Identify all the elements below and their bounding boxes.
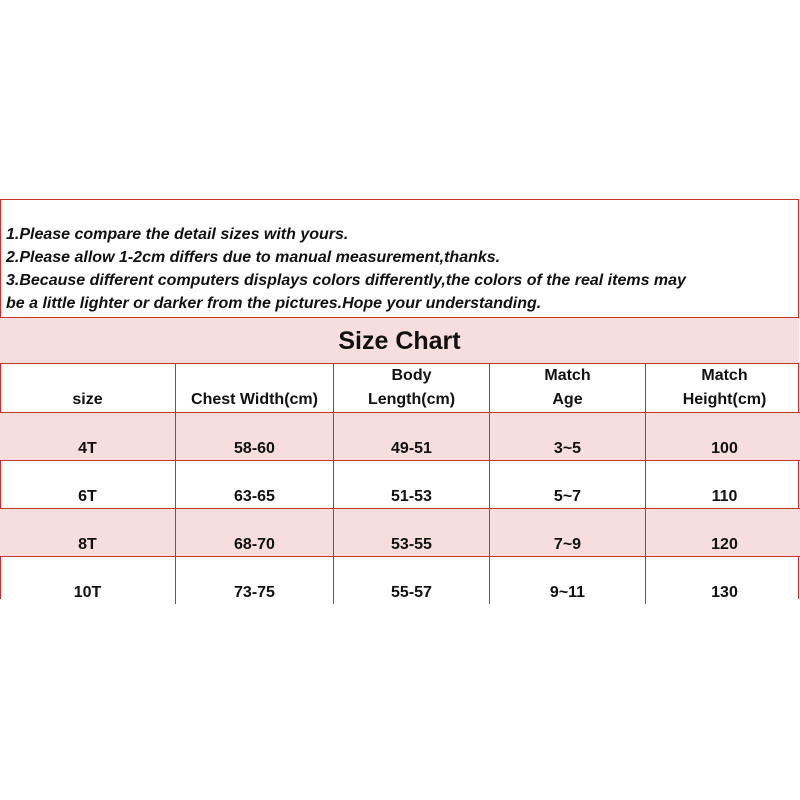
header-chest-width-text: Chest Width(cm) — [191, 391, 318, 408]
cell-chest-width: 58-60 — [176, 413, 334, 461]
cell-body-length: 53-55 — [334, 509, 490, 557]
header-body-length-line-2: Length(cm) — [367, 391, 456, 408]
cell-match-age: 9~11 — [490, 557, 646, 605]
header-size — [0, 364, 176, 413]
cell-chest-width: 73-75 — [176, 557, 334, 605]
size-chart-table — [0, 364, 800, 604]
cell-body-length: 55-57 — [334, 557, 490, 605]
header-match-age — [490, 364, 646, 413]
cell-size: 10T — [73, 584, 102, 601]
header-body-length-line-1: Body — [391, 367, 432, 384]
header-match-height-line-1: Match — [701, 367, 748, 384]
cell-match-height: 110 — [646, 461, 800, 509]
table-header-row — [0, 364, 800, 413]
cell-body-length: 51-53 — [334, 461, 490, 509]
cell-chest-width: 63-65 — [176, 461, 334, 509]
note-line-1: 1.Please compare the detail sizes with yours. — [6, 226, 349, 243]
cell-chest-width: 68-70 — [176, 509, 334, 557]
cell-match-age: 5~7 — [490, 461, 646, 509]
notes-section — [0, 200, 799, 318]
size-chart-title: Size Chart — [0, 318, 799, 364]
header-match-height-line-2: Height(cm) — [682, 391, 767, 408]
cell-match-age: 7~9 — [490, 509, 646, 557]
cell-size: 6T — [0, 461, 176, 509]
note-line-2: 2.Please allow 1-2cm differs due to manual measurement,thanks. — [6, 249, 501, 266]
header-match-age-line-1: Match — [544, 367, 591, 384]
cell-match-height: 130 — [646, 557, 800, 605]
header-match-height — [646, 364, 800, 413]
note-line-3: 3.Because different computers displays colors differently,the colors of the real items may — [6, 272, 686, 289]
header-body-length — [334, 364, 490, 413]
cell-size: 8T — [0, 509, 176, 557]
table-row — [0, 557, 800, 605]
table-row — [0, 413, 800, 461]
note-line-4: be a little lighter or darker from the pictures.Hope your understanding. — [6, 295, 542, 312]
cell-match-height: 120 — [646, 509, 800, 557]
header-size-text: size — [72, 391, 103, 408]
cell-size: 4T — [0, 413, 176, 461]
cell-body-length: 49-51 — [334, 413, 490, 461]
header-match-age-line-2: Age — [552, 391, 583, 408]
table-row — [0, 509, 800, 557]
cell-match-height: 100 — [646, 413, 800, 461]
table-row — [0, 461, 800, 509]
cell-match-age: 3~5 — [490, 413, 646, 461]
header-chest-width — [176, 364, 334, 413]
